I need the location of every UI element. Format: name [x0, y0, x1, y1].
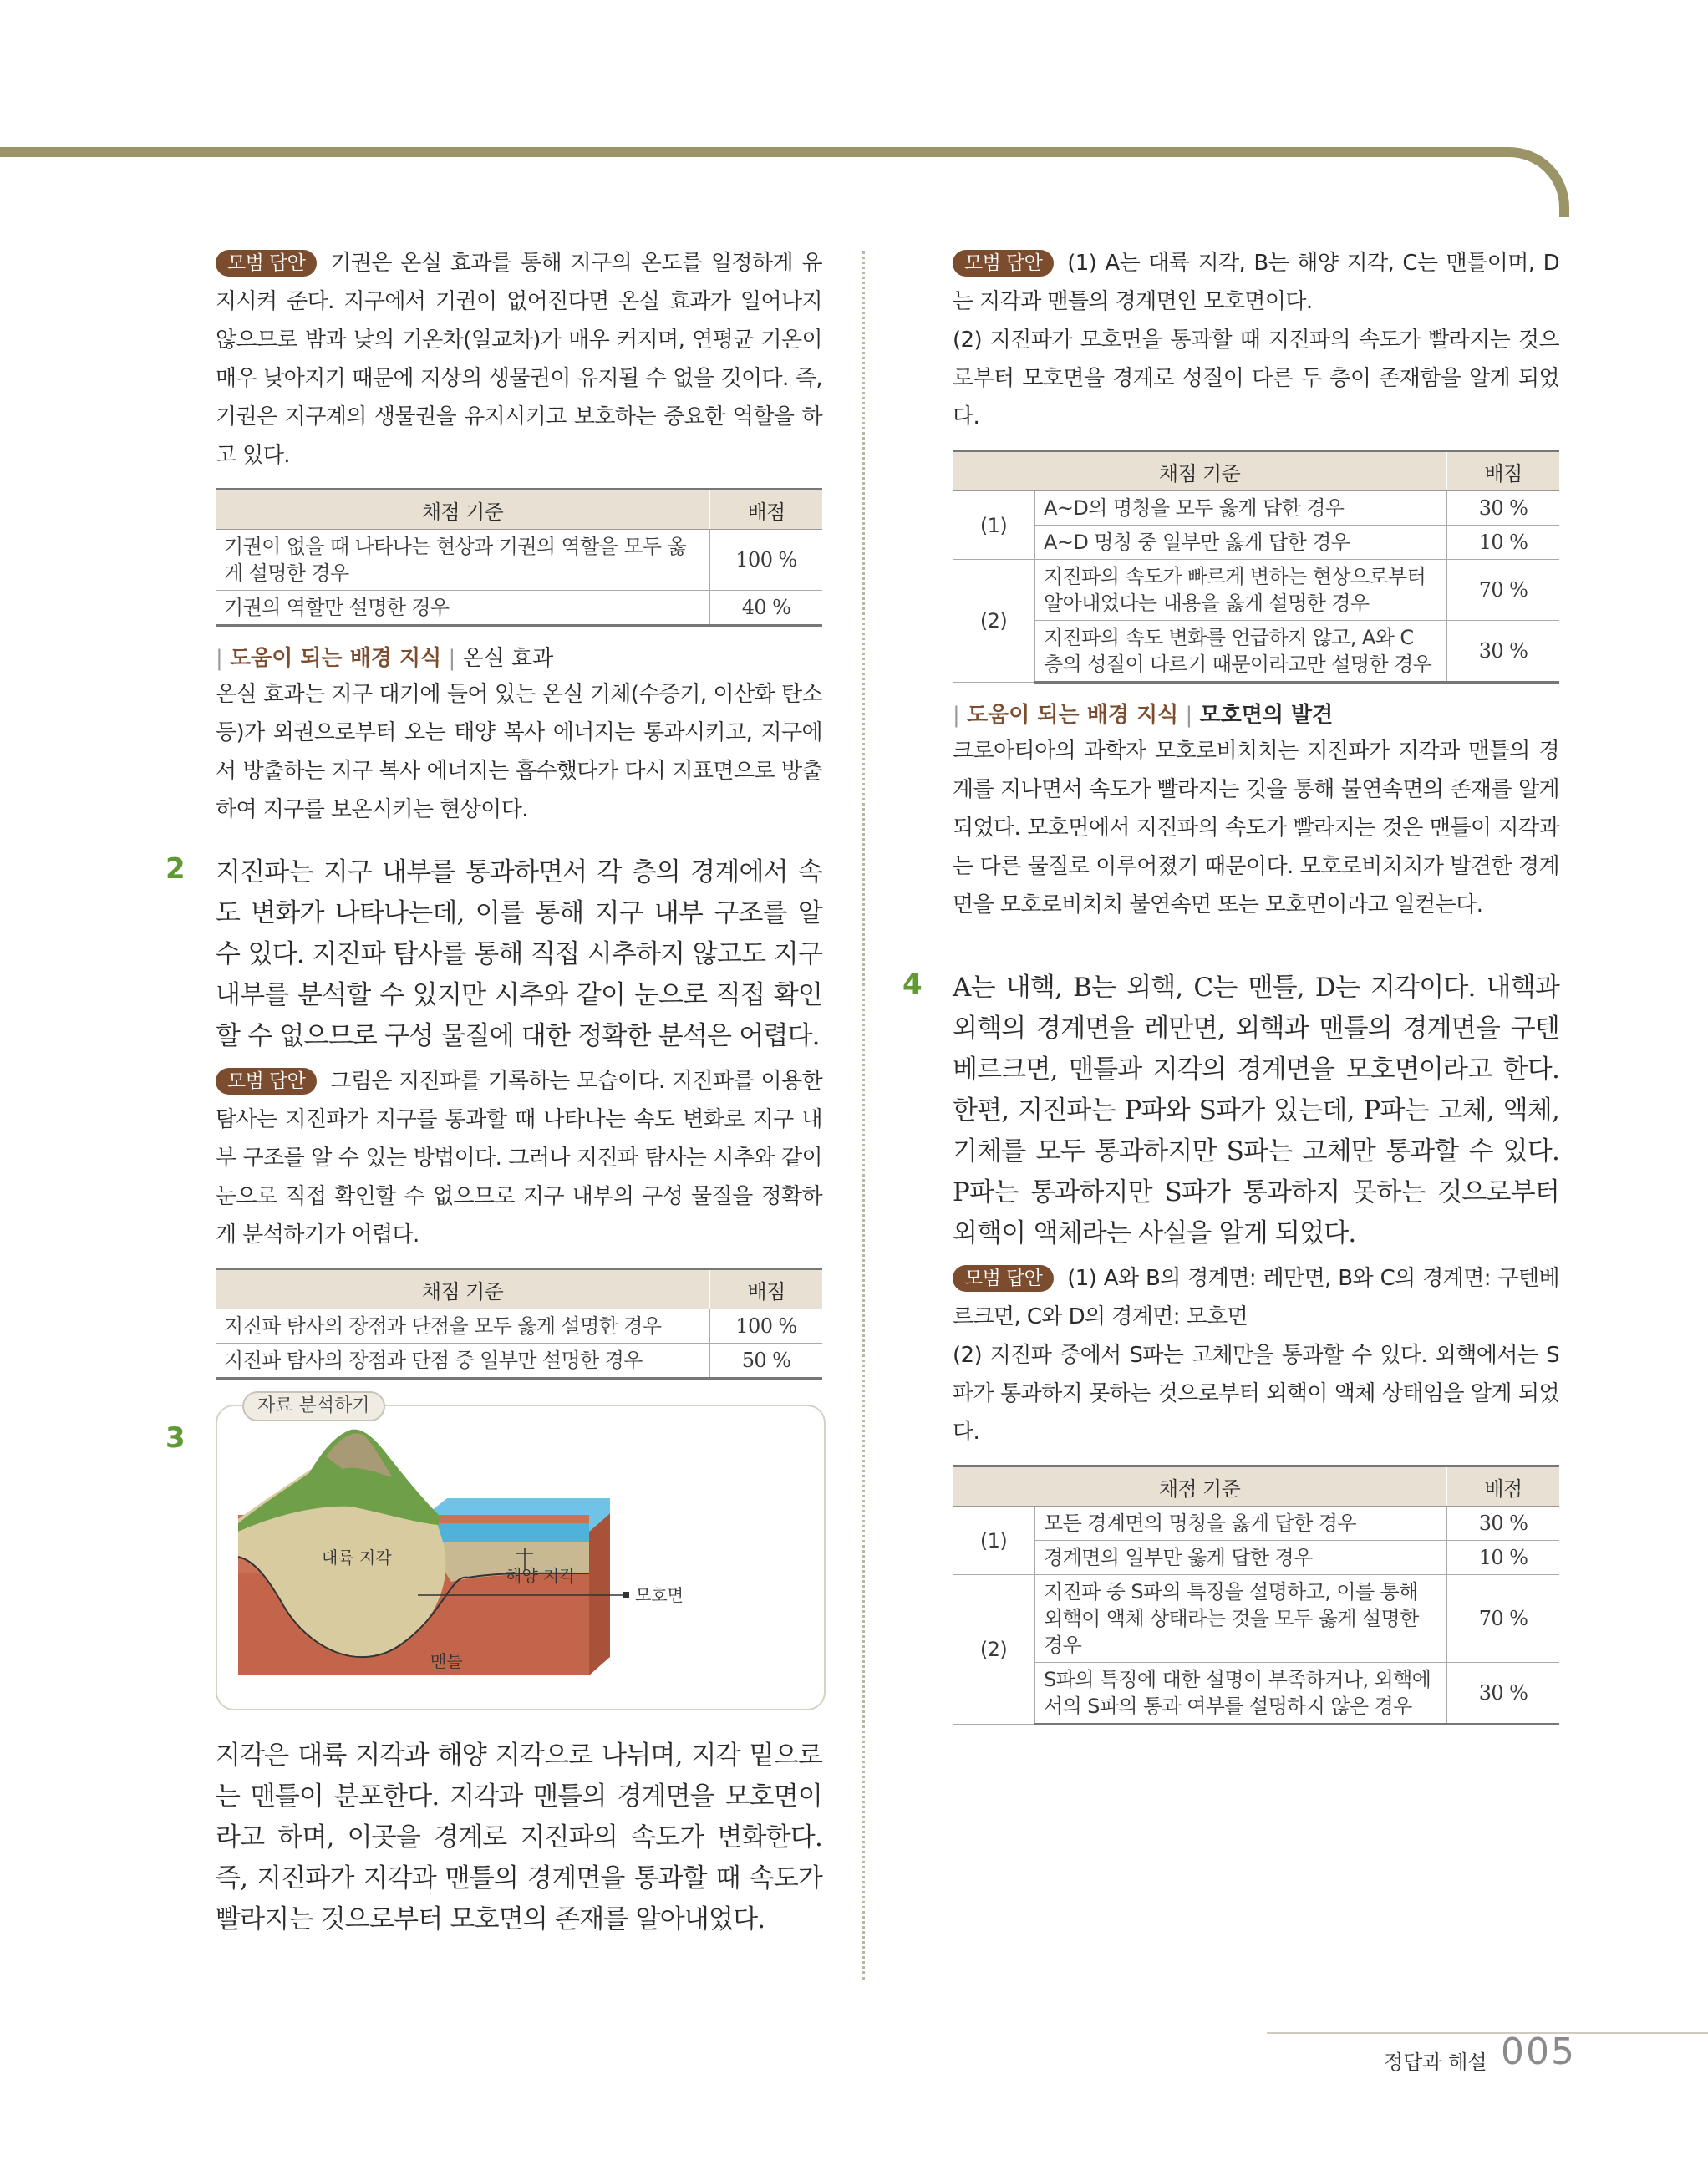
table-row [216, 1309, 822, 1344]
background-text: 크로아티아의 과학자 모호로비치치는 지진파가 지각과 맨틀의 경계를 지나면서 속도가 빨라지는 것을 통해 불연속면의 존재를 알게 되었다. 모호면에서 지진파의 속도가 빨라지는 것은 맨틀이 지각과는 다른 물질로 이루어졌기 때문이다. 모호로비치치가 발견한 경계면을 모호로비치치 불연속면 또는 모호면이라고 일컫는다. [953, 739, 1559, 917]
figure-label: 자료 분석하기 [242, 1391, 385, 1421]
background-topic: 모호면의 발견 [1199, 703, 1334, 728]
points-cell: 30 % [1447, 621, 1560, 683]
points-header: 배점 [710, 1269, 823, 1309]
part-cell: (1) [953, 491, 1035, 560]
q1-model-answer [216, 244, 822, 475]
q2-model-answer [216, 1062, 822, 1254]
background-text: 온실 효과는 지구 대기에 들어 있는 온실 기체(수증기, 이산화 탄소 등)가 외권으로부터 오는 태양 복사 에너지는 통과시키고, 지구에서 방출하는 지구 복사 에너지는 흡수했다가 다시 지표면으로 방출하여 지구를 보온시키는 현상이다. [216, 682, 822, 822]
points-cell: 10 % [1447, 526, 1560, 560]
q4-explanation: A는 내핵, B는 외핵, C는 맨틀, D는 지각이다. 내핵과 외핵의 경계면을 레만면, 외핵과 맨틀의 경계면을 구텐베르크면, 맨틀과 지각의 경계면을 모호면이라고 한다. 한편, 지진파는 P파와 S파가 있는데, P파는 고체, 액체, 기체를 모두 통과하지만 S파는 고체만 통과할 수 있다. P파는 통과하지만 S파가 통과하지 못하는 것으로부터 외핵이 액체라는 사실을 알게 되었다. [953, 973, 1559, 1248]
criterion-header: 채점 기준 [216, 1269, 710, 1309]
page-number: 005 [1501, 2030, 1576, 2073]
criterion-cell: 지진파 탐사의 장점과 단점을 모두 옳게 설명한 경우 [216, 1309, 710, 1344]
points-cell: 40 % [710, 591, 823, 626]
points-cell: 50 % [710, 1344, 823, 1379]
table-header-row [953, 451, 1559, 491]
footer-rule [1267, 2032, 1708, 2034]
background-knowledge-title: | 도움이 되는 배경 지식 | 모호면의 발견 [953, 703, 1334, 728]
table-row [216, 530, 822, 591]
points-header: 배점 [710, 490, 823, 530]
crust-diagram [216, 1395, 826, 1710]
background-label: 도움이 되는 배경 지식 [967, 703, 1179, 728]
model-answer-badge: 모범 답안 [953, 1265, 1054, 1292]
q3-scoring-table [953, 450, 1559, 684]
points-cell: 100 % [710, 1309, 823, 1344]
header-rule-corner [1484, 147, 1569, 217]
q3-answer-part2: (2) 지진파가 모호면을 통과할 때 지진파의 속도가 빨라지는 것으로부터 모호면을 경계로 성질이 다른 두 층이 존재함을 알게 되었다. [953, 328, 1559, 429]
q3-answer-part1: (1) A는 대륙 지각, B는 해양 지각, C는 맨틀이며, D는 지각과 맨틀의 경계면인 모호면이다. [953, 251, 1559, 314]
table-header-row [216, 1269, 822, 1309]
left-column [165, 244, 822, 1940]
criterion-cell: 지진파의 속도가 빠르게 변하는 현상으로부터 알아내었다는 내용을 옳게 설명한 경우 [1035, 560, 1447, 621]
model-answer-badge: 모범 답안 [953, 250, 1054, 277]
criterion-cell: 기권의 역할만 설명한 경우 [216, 591, 710, 626]
table-row [953, 1663, 1559, 1725]
table-row [216, 1344, 822, 1379]
column-divider [862, 251, 865, 1980]
criterion-cell: 경계면의 일부만 옳게 답한 경우 [1035, 1541, 1447, 1575]
criterion-cell: 기권이 없을 때 나타나는 현상과 기권의 역할을 모두 옳게 설명한 경우 [216, 530, 710, 591]
points-cell: 30 % [1447, 1507, 1560, 1541]
points-header: 배점 [1447, 451, 1560, 491]
q1-answer-text: 기권은 온실 효과를 통해 지구의 온도를 일정하게 유지시켜 준다. 지구에서 기권이 없어진다면 온실 효과가 일어나지 않으므로 밤과 낮의 기온차(일교차)가 매우 커지며, 연평균 기온이 매우 낮아지기 때문에 지상의 생물권이 유지될 수 없을 것이다. 즉, 기권은 지구계의 생물권을 유지시키고 보호하는 중요한 역할을 하고 있다. [216, 251, 822, 468]
table-row [953, 491, 1559, 526]
criterion-cell: A~D의 명칭을 모두 옳게 답한 경우 [1035, 491, 1447, 526]
table-row [953, 560, 1559, 621]
q3-explanation: 지각은 대륙 지각과 해양 지각으로 나뉘며, 지각 밑으로는 맨틀이 분포한다. 지각과 맨틀의 경계면을 모호면이라고 하며, 이곳을 경계로 지진파의 속도가 변화한다. 즉, 지진파가 지각과 맨틀의 경계면을 통과할 때 속도가 빨라지는 것으로부터 모호면의 존재를 알아내었다. [216, 1741, 822, 1934]
table-header-row [953, 1466, 1559, 1507]
question-number-4: 4 [902, 968, 923, 1001]
criterion-cell: 모든 경계면의 명칭을 옳게 답한 경우 [1035, 1507, 1447, 1541]
background-label: 도움이 되는 배경 지식 [230, 646, 442, 671]
table-row [216, 591, 822, 626]
points-cell: 70 % [1447, 560, 1560, 621]
q2-answer-text: 그림은 지진파를 기록하는 모습이다. 지진파를 이용한 탐사는 지진파가 지구를 통과할 때 나타나는 속도 변화로 지구 내부 구조를 알 수 있는 방법이다. 그러나 지진파 탐사는 시추와 같이 눈으로 직접 확인할 수 없으므로 지구 내부의 구성 물질을 정확하게 분석하기가 어렵다. [216, 1069, 822, 1248]
points-header: 배점 [1447, 1466, 1560, 1507]
q4-answer-part1: (1) A와 B의 경계면: 레만면, B와 C의 경계면: 구텐베르크면, C와 D의 경계면: 모호면 [953, 1266, 1559, 1329]
table-row [953, 1507, 1559, 1541]
points-cell: 30 % [1447, 491, 1560, 526]
table-row [953, 621, 1559, 683]
label-continental-crust: 대륙 지각 [322, 1548, 392, 1568]
q4-model-answer [953, 1259, 1559, 1336]
part-cell: (2) [953, 1575, 1035, 1725]
question-number-2: 2 [165, 852, 186, 886]
criterion-header: 채점 기준 [953, 451, 1447, 491]
part-cell: (2) [953, 560, 1035, 683]
table-row [953, 526, 1559, 560]
background-topic: 온실 효과 [462, 646, 554, 671]
criterion-header: 채점 기준 [953, 1466, 1447, 1507]
q2-explanation: 지진파는 지구 내부를 통과하면서 각 층의 경계에서 속도 변화가 나타나는데, 이를 통해 지구 내부 구조를 알 수 있다. 지진파 탐사를 통해 직접 시추하지 않고도 지구 내부를 분석할 수 있지만 시추와 같이 눈으로 직접 확인할 수 없으므로 구성 물질에 대한 정확한 분석은 어렵다. [216, 857, 822, 1051]
background-knowledge-title: | 도움이 되는 배경 지식 | 온실 효과 [216, 646, 554, 671]
right-column [902, 244, 1559, 1741]
label-mantle: 맨틀 [430, 1651, 463, 1671]
q4-scoring-table [953, 1465, 1559, 1725]
criterion-cell: S파의 특징에 대한 설명이 부족하거나, 외핵에서의 S파의 통과 여부를 설명하지 않은 경우 [1035, 1663, 1447, 1725]
part-cell: (1) [953, 1507, 1035, 1575]
q4-answer-part2: (2) 지진파 중에서 S파는 고체만을 통과할 수 있다. 외핵에서는 S파가 통과하지 못하는 것으로부터 외핵이 액체 상태임을 알게 되었다. [953, 1343, 1559, 1445]
points-cell: 100 % [710, 530, 823, 591]
criterion-header: 채점 기준 [216, 490, 710, 530]
table-row [953, 1575, 1559, 1663]
label-oceanic-crust: 해양 지각 [506, 1566, 576, 1586]
criterion-cell: 지진파의 속도 변화를 언급하지 않고, A와 C 층의 성질이 다르기 때문이라고만 설명한 경우 [1035, 621, 1447, 683]
label-moho: 모호면 [635, 1585, 684, 1605]
points-cell: 70 % [1447, 1575, 1560, 1663]
model-answer-badge: 모범 답안 [216, 250, 317, 277]
crust-cross-section [217, 1406, 824, 1709]
q2-scoring-table [216, 1268, 822, 1380]
question-number-3: 3 [165, 1421, 186, 1455]
model-answer-badge: 모범 답안 [216, 1068, 317, 1095]
q1-scoring-table [216, 488, 822, 627]
criterion-cell: A~D 명칭 중 일부만 옳게 답한 경우 [1035, 526, 1447, 560]
q3-model-answer [953, 244, 1559, 321]
criterion-cell: 지진파 탐사의 장점과 단점 중 일부만 설명한 경우 [216, 1344, 710, 1379]
table-header-row [216, 490, 822, 530]
header-rule [0, 147, 1504, 157]
table-row [953, 1541, 1559, 1575]
points-cell: 30 % [1447, 1663, 1560, 1725]
criterion-cell: 지진파 중 S파의 특징을 설명하고, 이를 통해 외핵이 액체 상태라는 것을 모두 옳게 설명한 경우 [1035, 1575, 1447, 1663]
points-cell: 10 % [1447, 1541, 1560, 1575]
footer-section-title: 정답과 해설 [1384, 2051, 1487, 2074]
